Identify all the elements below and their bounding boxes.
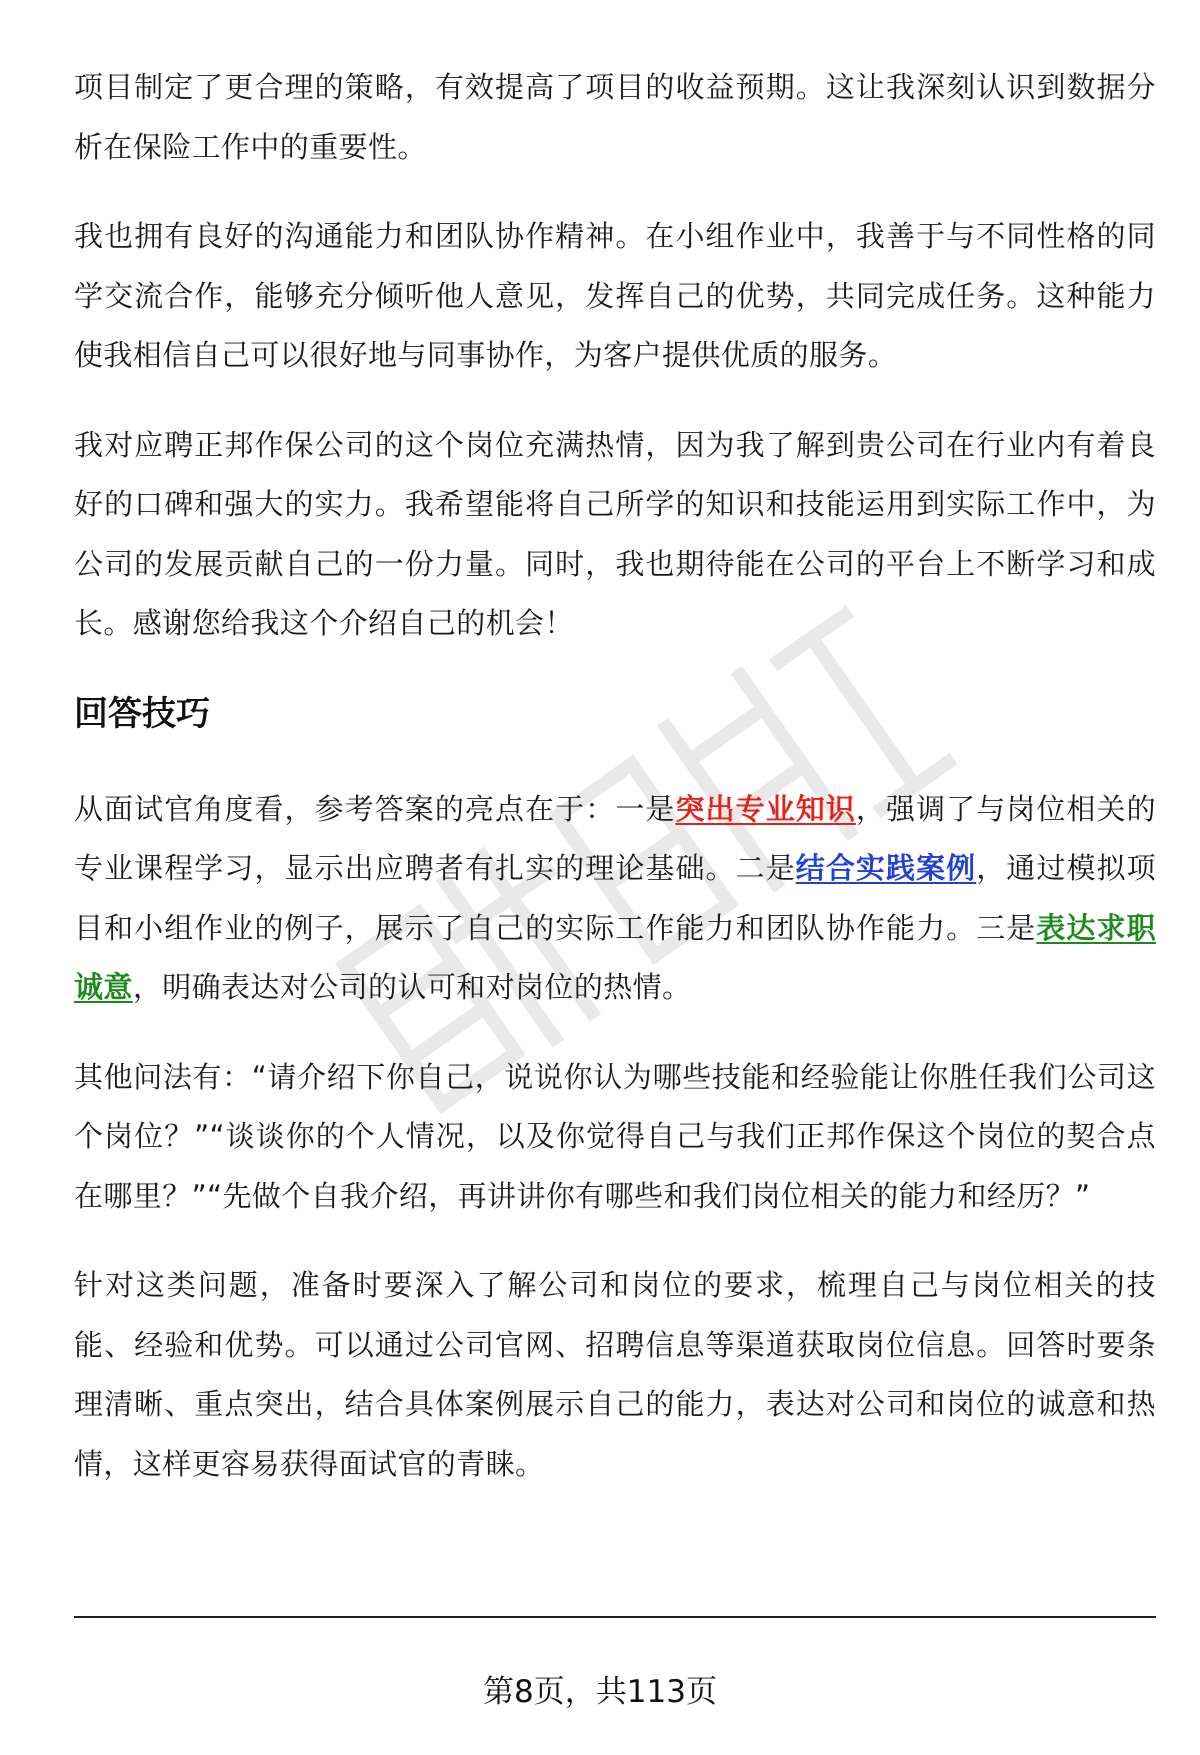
document-body (74, 58, 1156, 1524)
highlight-practical-cases: 结合实践案例 (795, 851, 977, 885)
page-number: 第8页，共113页 (483, 1674, 717, 1710)
text-run: ，通过模拟项目和小组作业的例子，展示了自己的实际工作能力和团队协作能力。三是 (74, 851, 1157, 945)
paragraph-enthusiasm: 我对应聘正邦作保公司的这个岗位充满热情，因为我了解到贵公司在行业内有着良好的口碑和强大的实力。我希望能将自己所学的知识和技能运用到实际工作中，为公司的发展贡献自己的一份力量。同时，我也期待能在公司的平台上不断学习和成长。感谢您给我这个介绍自己的机会！ (74, 427, 1156, 640)
paragraph-interviewer-perspective (74, 780, 1156, 1018)
highlight-professional-knowledge: 突出专业知识 (675, 791, 856, 826)
text-run: 从面试官角度看，参考答案的亮点在于：一是 (74, 791, 676, 826)
paragraph-other-questions: 其他问法有：“请介绍下你自己，说说你认为哪些技能和经验能让你胜任我们公司这个岗位？”“谈谈你的个人情况，以及你觉得自己与我们正邦作保这个岗位的契合点在哪里？”“先做个自我介绍，再讲讲你有哪些和我们岗位相关的能力和经历？” (74, 1059, 1156, 1213)
highlight-job-sincerity: 表达求职诚意 (74, 910, 1156, 1004)
paragraph-teamwork: 我也拥有良好的沟通能力和团队协作精神。在小组作业中，我善于与不同性格的同学交流合作，能够充分倾听他人意见，发挥自己的优势，共同完成任务。这种能力使我相信自己可以很好地与同事协作，为客户提供优质的服务。 (74, 219, 1156, 372)
text-run: ，明确表达对公司的认可和对岗位的热情。 (132, 970, 692, 1004)
paragraph-preparation-advice: 针对这类问题，准备时要深入了解公司和岗位的要求，梳理自己与岗位相关的技能、经验和优势。可以通过公司官网、招聘信息等渠道获取岗位信息。回答时要条理清晰、重点突出，结合具体案例展示自己的能力，表达对公司和岗位的诚意和热情，这样更容易获得面试官的青睐。 (74, 1268, 1156, 1481)
text-run: ，强调了与岗位相关的专业课程学习，显示出应聘者有扎实的理论基础。二是 (74, 791, 1156, 885)
paragraph-project-strategy: 项目制定了更合理的策略，有效提高了项目的收益预期。这让我深刻认识到数据分析在保险工作中的重要性。 (74, 70, 1156, 164)
section-heading-answer-tips: 回答技巧 (74, 693, 210, 734)
footer-divider (74, 1616, 1156, 1618)
